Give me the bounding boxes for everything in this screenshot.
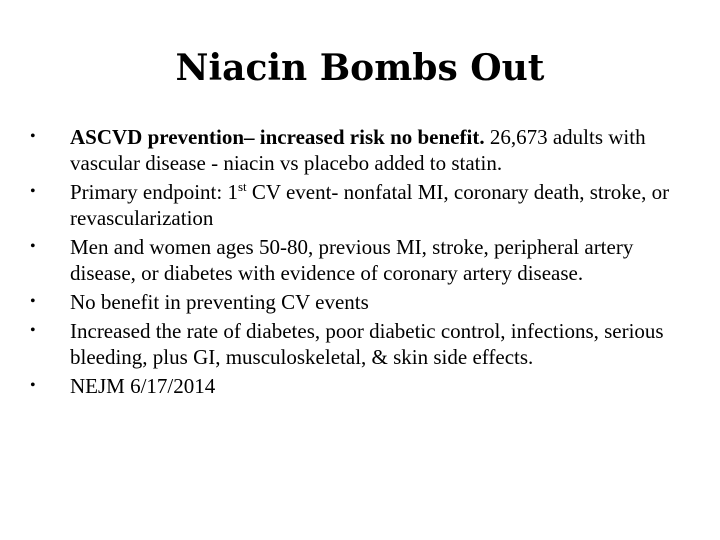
bullet-item: [24, 318, 704, 370]
bullet-dot-icon: •: [30, 238, 36, 255]
bullet-dot-icon: •: [30, 322, 36, 339]
bullet-text: No benefit in preventing CV events: [70, 290, 369, 314]
bullet-dot-icon: •: [30, 377, 36, 394]
bullet-item: [24, 373, 704, 399]
bullet-text: Increased the rate of diabetes, poor diabetic control, infections, serious bleeding, plus GI, musculoskeletal, & skin side effects.: [70, 319, 664, 369]
bullet-item: [24, 124, 704, 176]
bullet-dot-icon: •: [30, 183, 36, 200]
bullet-text: Primary endpoint: 1: [70, 180, 238, 204]
bullet-text: 26,673 adults with vascular disease - niacin vs placebo added to statin.: [70, 125, 646, 175]
bullet-list: [24, 124, 704, 402]
bullet-item: [24, 234, 704, 286]
slide-title: Niacin Bombs Out: [175, 47, 545, 89]
bullet-text: NEJM 6/17/2014: [70, 374, 216, 398]
bullet-text: Men and women ages 50-80, previous MI, stroke, peripheral artery disease, or diabetes with evidence of coronary artery disease.: [70, 235, 634, 285]
bullet-dot-icon: •: [30, 293, 36, 310]
superscript: st: [237, 179, 247, 194]
bullet-lead: ASCVD prevention– increased risk no benefit.: [70, 125, 485, 149]
bullet-text: CV event- nonfatal MI, coronary death, stroke, or revascularization: [70, 180, 670, 230]
bullet-dot-icon: •: [30, 128, 36, 145]
bullet-item: [24, 179, 704, 231]
bullet-item: [24, 289, 704, 315]
